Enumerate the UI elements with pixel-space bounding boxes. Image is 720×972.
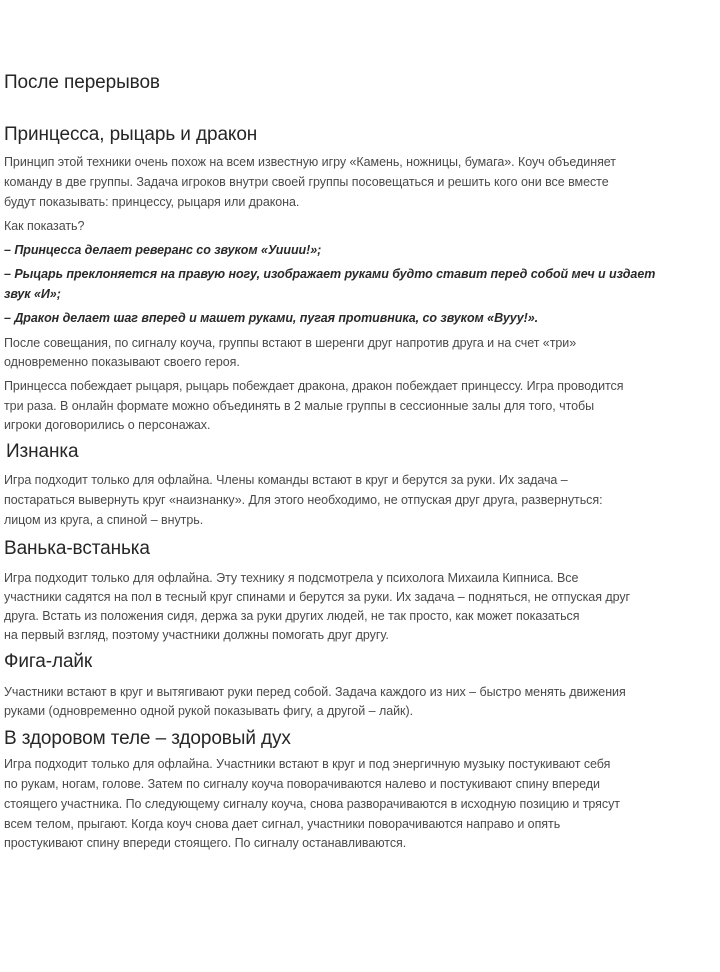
paragraph-line: игроки договорились о персонажах.	[4, 418, 211, 432]
paragraph-line: три раза. В онлайн формате можно объединять в 2 малые группы в сессионные залы для того, чтобы	[4, 399, 595, 413]
list-item-dragon: – Дракон делает шаг вперед и машет руками, пугая противника, со звуком «Вууу!».	[4, 311, 539, 325]
paragraph-line: по рукам, ногам, голове. Затем по сигналу коуча поворачиваются налево и постукивают спину впереди	[4, 777, 600, 791]
list-item-knight: – Рыцарь преклоняется на правую ногу, изображает руками будто ставит перед собой меч и издает	[4, 267, 656, 281]
paragraph-line: Игра подходит только для офлайна. Члены команды встают в круг и берутся за руки. Их задача –	[4, 473, 568, 487]
heading-inside-out: Изнанка	[6, 441, 79, 462]
paragraph-line: участники садятся на пол в тесный круг спинами и берутся за руки. Их задача – подняться, не отпуская друг	[4, 590, 631, 604]
paragraph-line: Принцесса побеждает рыцаря, рыцарь побеждает дракона, дракон побеждает принцессу. Игра проводится	[4, 379, 624, 393]
heading-vanka-vstanka: Ванька-встанька	[4, 538, 150, 559]
heading-healthy-body: В здоровом теле – здоровый дух	[4, 728, 291, 749]
paragraph-line: одновременно показывают своего героя.	[4, 355, 240, 369]
paragraph-line: команду в две группы. Задача игроков внутри своей группы посовещаться и решить кого они все вместе	[4, 175, 609, 189]
paragraph-line: на первый взгляд, поэтому участники должны помогать друг другу.	[4, 628, 389, 642]
paragraph-line: Как показать?	[4, 219, 85, 233]
paragraph-line: всем телом, прыгают. Когда коуч снова дает сигнал, участники поворачиваются направо и опять	[4, 817, 561, 831]
paragraph-line: Игра подходит только для офлайна. Участники встают в круг и под энергичную музыку постукивают себя	[4, 757, 611, 771]
paragraph-line: Участники встают в круг и вытягивают руки перед собой. Задача каждого из них – быстро менять движения	[4, 685, 626, 699]
paragraph-line: простукивают спину впереди стоящего. По сигналу останавливаются.	[4, 836, 407, 850]
list-item-princess: – Принцесса делает реверанс со звуком «Уииии!»;	[4, 243, 322, 257]
paragraph-line: постараться вывернуть круг «наизнанку». Для этого необходимо, не отпуская друг друга, развернуться:	[4, 493, 603, 507]
paragraph-line: будут показывать: принцессу, рыцаря или дракона.	[4, 195, 300, 209]
heading-princess-knight-dragon: Принцесса, рыцарь и дракон	[4, 124, 258, 145]
paragraph-line: стоящего участника. По следующему сигналу коуча, снова разворачиваются в исходную позицию и трясут	[4, 797, 620, 811]
heading-figa-like: Фига-лайк	[4, 651, 93, 672]
paragraph-line: руками (одновременно одной рукой показывать фигу, а другой – лайк).	[4, 704, 414, 718]
paragraph-line: Игра подходит только для офлайна. Эту технику я подсмотрела у психолога Михаила Кипниса. Все	[4, 571, 579, 585]
paragraph-line: лицом из круга, а спиной – внутрь.	[4, 513, 204, 527]
paragraph-line: друга. Встать из положения сидя, держа за руки других людей, не так просто, как может показаться	[4, 609, 580, 623]
paragraph-line: Принцип этой техники очень похож на всем известную игру «Камень, ножницы, бумага». Коуч объединяет	[4, 155, 616, 169]
heading-after-breaks: После перерывов	[4, 72, 160, 93]
list-item-knight-cont: звук «И»;	[4, 287, 61, 301]
paragraph-line: После совещания, по сигналу коуча, группы встают в шеренги друг напротив друга и на счет «три»	[4, 336, 577, 350]
